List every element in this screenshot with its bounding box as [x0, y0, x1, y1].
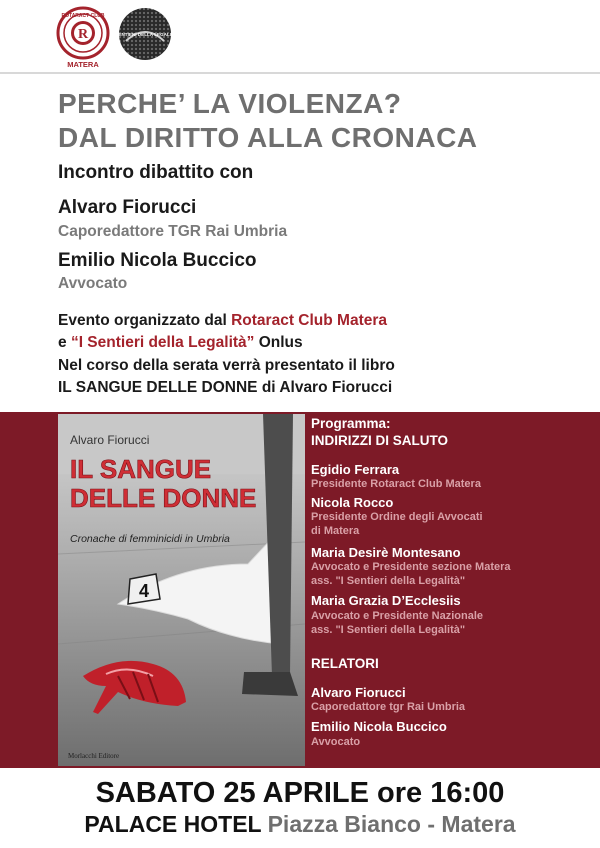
book-subtitle: Cronache di femminicidi in Umbria [70, 533, 230, 545]
book-publisher: Morlacchi Editore [68, 752, 120, 760]
speaker-name: Alvaro Fiorucci [58, 197, 197, 218]
organizer-line-1 [58, 312, 387, 330]
title-line-2: DAL DIRITTO ALLA CRONACA [58, 122, 478, 153]
greeting-name: Nicola Rocco [311, 495, 394, 510]
rotaract-logo [56, 7, 110, 69]
greeting-role: Presidente Rotaract Club Matera [311, 478, 481, 490]
organizer-prefix: e [58, 334, 71, 351]
organizer-prefix: Evento organizzato dal [58, 312, 232, 329]
book-title-line-1: IL SANGUE [70, 454, 212, 484]
greeting-name: Egidio Ferrara [311, 462, 400, 477]
greeting-role: ass. "I Sentieri della Legalità" [311, 624, 466, 636]
programme-speaker-name: Alvaro Fiorucci [311, 685, 406, 700]
rotaract-logo-letter: R [77, 27, 89, 42]
book-cover [58, 414, 305, 766]
intro-text: Incontro dibattito con [58, 162, 254, 183]
rotaract-club-name: Rotaract Club Matera [231, 312, 388, 329]
venue-address: Piazza Bianco - Matera [261, 811, 516, 837]
event-venue [0, 811, 600, 838]
organizer-suffix: Onlus [254, 334, 303, 351]
book-title-line-2: DELLE DONNE [70, 483, 257, 513]
greeting-role: di Matera [311, 525, 360, 537]
book-presentation-line: Nel corso della serata verrà presentato il libro [58, 357, 395, 374]
greeting-role: ass. "I Sentieri della Legalità" [311, 575, 466, 587]
programme-heading: Programma: [311, 416, 391, 431]
greeting-role: Avvocato e Presidente sezione Matera [311, 561, 511, 573]
evidence-marker-number: 4 [138, 581, 150, 601]
greeting-name: Maria Desirè Montesano [311, 545, 461, 560]
event-date-time: SABATO 25 APRILE ore 16:00 [95, 777, 505, 809]
header-divider [0, 72, 600, 74]
greeting-role: Avvocato e Presidente Nazionale [311, 610, 483, 622]
programme-speaker-name: Emilio Nicola Buccico [311, 719, 447, 734]
greetings-heading: INDIRIZZI DI SALUTO [311, 433, 448, 448]
header [0, 0, 600, 74]
speaker-name: Emilio Nicola Buccico [58, 250, 257, 271]
sentieri-logo-text: I SENTIERI DELLA LEGALITÀ [112, 32, 178, 37]
programme-speaker-role: Caporedattore tgr Rai Umbria [311, 701, 466, 713]
book-author: Alvaro Fiorucci [70, 433, 150, 447]
speaker-role: Avvocato [58, 275, 128, 292]
organizer-line-2 [58, 334, 303, 352]
programme-speaker-role: Avvocato [311, 736, 361, 748]
speaker-role: Caporedattore TGR Rai Umbria [58, 223, 288, 240]
rotaract-logo-text: ROTARACT CLUB [61, 13, 105, 19]
venue-name: PALACE HOTEL [84, 811, 262, 837]
greeting-role: Presidente Ordine degli Avvocati [311, 511, 483, 523]
speakers-heading: RELATORI [311, 656, 379, 671]
greeting-name: Maria Grazia D’Ecclesiis [311, 593, 461, 608]
sentieri-name: “I Sentieri della Legalità” [70, 334, 255, 351]
rotaract-logo-city: MATERA [67, 60, 99, 69]
title-line-1: PERCHE’ LA VIOLENZA? [58, 88, 402, 119]
book-title-line: IL SANGUE DELLE DONNE di Alvaro Fiorucci [58, 379, 393, 396]
sentieri-logo [112, 7, 178, 61]
